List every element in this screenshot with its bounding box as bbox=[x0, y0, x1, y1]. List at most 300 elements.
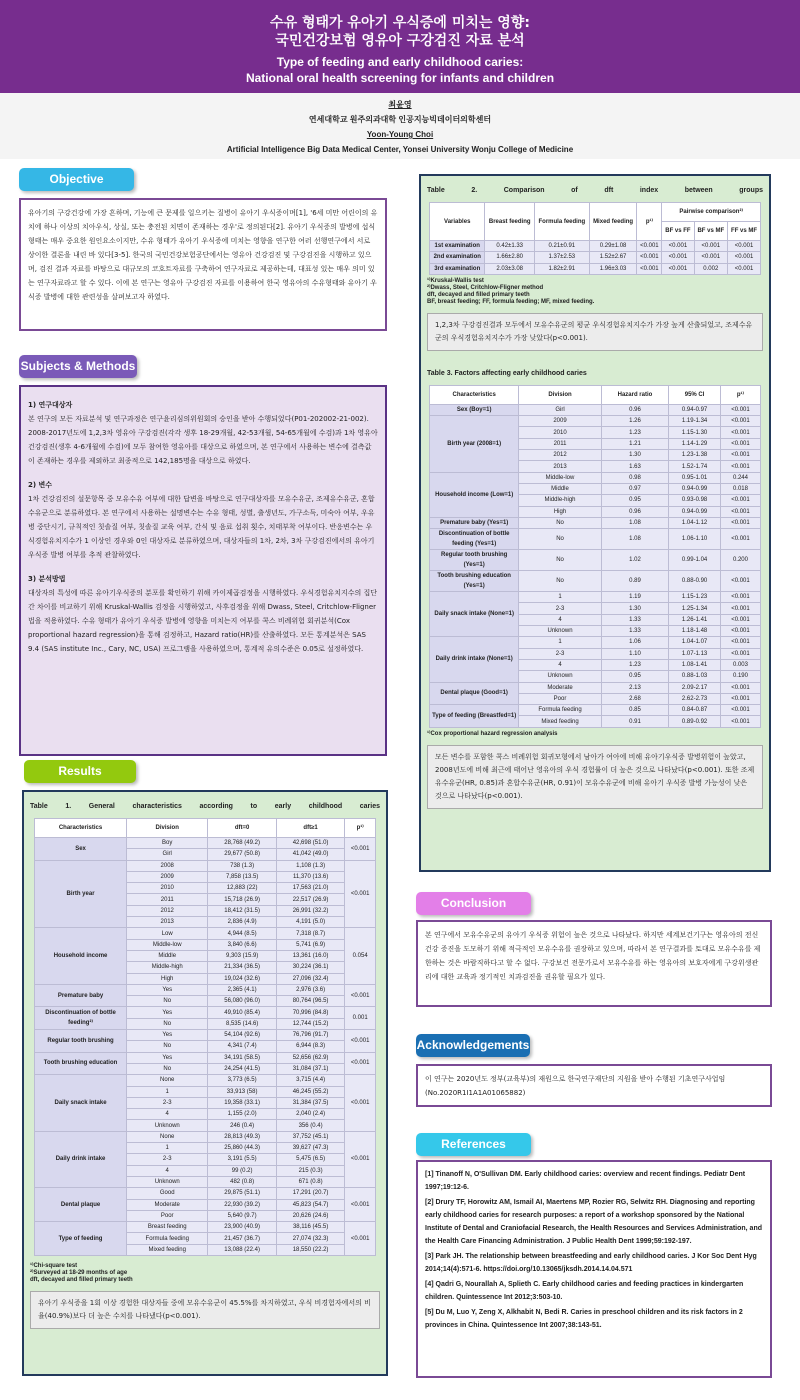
table1-cell: 482 (0.8) bbox=[208, 1176, 276, 1187]
table3-cell: 1.15-1.23 bbox=[669, 592, 721, 603]
table1-cell: 80,764 (96.5) bbox=[276, 996, 344, 1007]
table1-cell: 2,040 (2.4) bbox=[276, 1109, 344, 1120]
table1-cell: 5,475 (6.5) bbox=[276, 1154, 344, 1165]
table1-header-cell: Division bbox=[127, 819, 208, 838]
table-row bbox=[430, 472, 761, 483]
table-row bbox=[430, 571, 761, 592]
table-row bbox=[430, 529, 761, 550]
table1-cell: No bbox=[127, 1063, 208, 1074]
table1-p-value: <0.001 bbox=[345, 1222, 376, 1256]
table1-p-value: 0.054 bbox=[345, 928, 376, 984]
table1-cell: 56,080 (96.0) bbox=[208, 996, 276, 1007]
table1-cell: 2008 bbox=[127, 860, 208, 871]
table1-cell: 7,858 (13.5) bbox=[208, 871, 276, 882]
author-affil-ko: 연세대학교 원주의과대학 인공지능빅데이터의학센터 bbox=[308, 115, 492, 124]
table2-cell: 1.52±2.67 bbox=[589, 252, 637, 263]
table-row bbox=[35, 1222, 376, 1233]
table1-cell: 1 bbox=[127, 1086, 208, 1097]
title-en-2: National oral health screening for infants and children bbox=[245, 71, 555, 85]
table1-caption: Table 1. General characteristics according to early childhood caries bbox=[30, 803, 380, 810]
table3-group-label: Daily snack intake (None=1) bbox=[430, 592, 519, 637]
table1-cell: 45,823 (54.7) bbox=[276, 1199, 344, 1210]
table3-cell: 1.04-1.07 bbox=[669, 637, 721, 648]
table3-cell: 1.23-1.38 bbox=[669, 450, 721, 461]
table-row bbox=[430, 241, 761, 252]
table3-cell: 2009 bbox=[519, 416, 601, 427]
table3-header-cell: Characteristics bbox=[430, 385, 519, 404]
table1-cell: 22,517 (26.9) bbox=[276, 894, 344, 905]
table3-cell: 2.13 bbox=[601, 682, 669, 693]
table-row bbox=[430, 416, 761, 427]
table1-cell: None bbox=[127, 1075, 208, 1086]
table1-cell: 671 (0.8) bbox=[276, 1176, 344, 1187]
table3-cell: <0.001 bbox=[720, 529, 760, 550]
table1-group-label: Dental plaque bbox=[35, 1188, 127, 1222]
table1-cell: 34,191 (58.5) bbox=[208, 1052, 276, 1063]
table3-cell: 0.89 bbox=[601, 571, 669, 592]
conclusion-heading: Conclusion bbox=[416, 892, 531, 915]
table1-cell: 2,836 (4.9) bbox=[208, 917, 276, 928]
table3-header-cell: Hazard ratio bbox=[601, 385, 669, 404]
table1-group-label: Daily drink intake bbox=[35, 1131, 127, 1187]
table-row bbox=[430, 252, 761, 263]
author-name-en: Yoon-Young Choi bbox=[366, 130, 434, 139]
table3-cell: 2013 bbox=[519, 461, 601, 472]
table3-cell: 0.95 bbox=[601, 671, 669, 682]
table2-cell: 3rd examination bbox=[430, 263, 485, 274]
table2-cell: <0.001 bbox=[637, 241, 662, 252]
table-row bbox=[35, 1030, 376, 1041]
table1-cell: 18,412 (31.5) bbox=[208, 905, 276, 916]
table2-cell: 2nd examination bbox=[430, 252, 485, 263]
table1-cell: Good bbox=[127, 1188, 208, 1199]
table3-group-label: Sex (Boy=1) bbox=[430, 404, 519, 415]
table1-group-label: Premature baby bbox=[35, 984, 127, 1007]
table3-cell: 1.19 bbox=[601, 592, 669, 603]
table1-cell: 28,768 (49.2) bbox=[208, 838, 276, 849]
table1-cell: 26,991 (32.2) bbox=[276, 905, 344, 916]
table2-cell: 1.66±2.80 bbox=[485, 252, 534, 263]
table3-cell: 0.88-1.03 bbox=[669, 671, 721, 682]
table3-cell: 0.89-0.92 bbox=[669, 716, 721, 727]
title-en-1: Type of feeding and early childhood caries: bbox=[276, 55, 524, 69]
table3-cell: 0.200 bbox=[720, 550, 760, 571]
table3-cell: <0.001 bbox=[720, 682, 760, 693]
table1-footnotes bbox=[24, 1260, 386, 1287]
table3-cell: <0.001 bbox=[720, 404, 760, 415]
table1-p-value: <0.001 bbox=[345, 860, 376, 928]
table1-group-label: Tooth brushing education bbox=[35, 1052, 127, 1075]
table1-note: 유아기 우식증을 1회 이상 경험한 대상자들 중에 모유수유군이 45.5%를 차지하였고, 우식 비경험자에서의 비율(40.9%)보다 더 높은 수치를 나타냈다(p<0.001). bbox=[30, 1291, 380, 1329]
table1-cell: 5,640 (9.7) bbox=[208, 1210, 276, 1221]
table1-cell: 41,042 (49.0) bbox=[276, 849, 344, 860]
table3-cell: 1.26-1.41 bbox=[669, 614, 721, 625]
table3-cell: <0.001 bbox=[720, 705, 760, 716]
table1-cell: 19,358 (33.1) bbox=[208, 1097, 276, 1108]
methods-s3-text: 대상자의 특성에 따른 유아기우식증의 분포를 확인하기 위해 카이제곱검정을 시행하였다. 우식경험유치지수의 집단간 차이를 비교하기 위해 Kruskal-Wallis 검정을 시행하였고, 사후검정을 위해 Dwass, Steel, Critchlow-Fligner 법을 적용하였다. 수유 형태가 유아기 우식증 발병에 영향을 미치는지 여부를 콕스 비례위험 회귀분석(Cox proportional hazard regression)을 통해 검정하고, Hazard ratio(HR)를 산출하였다. 모든 통계분석은 SAS 9.4 (SAS institute Inc., Cary, NC, USA) 프로그램을 사용하였으며, 통계적 유의수준은 0.05로 설정하였다. bbox=[28, 589, 378, 653]
table3-group-label: Discontinuation of bottle feeding (Yes=1) bbox=[430, 529, 519, 550]
table2-cell: 1.96±3.03 bbox=[589, 263, 637, 274]
table3-group-label: Regular tooth brushing (Yes=1) bbox=[430, 550, 519, 571]
reference-item: [4] Qadri G, Nourallah A, Splieth C. Early childhood caries and feeding practices in kindergarten children. Quintessence Int 2012;3:503-10. bbox=[425, 1281, 744, 1301]
table3-cell: 0.88-0.90 bbox=[669, 571, 721, 592]
table3 bbox=[429, 385, 761, 728]
table1-cell: Unknown bbox=[127, 1176, 208, 1187]
table2-header-cell: Mixed feeding bbox=[589, 203, 637, 241]
table3-cell: No bbox=[519, 550, 601, 571]
table3-group-label: Household income (Low=1) bbox=[430, 472, 519, 517]
table1-cell: 25,860 (44.3) bbox=[208, 1143, 276, 1154]
table1-cell: 2,976 (3.6) bbox=[276, 984, 344, 995]
table1-cell: 18,550 (22.2) bbox=[276, 1244, 344, 1255]
table1-cell: 2013 bbox=[127, 917, 208, 928]
table2-header-cell: Breast feeding bbox=[485, 203, 534, 241]
table1-cell: Low bbox=[127, 928, 208, 939]
table1-cell: Unknown bbox=[127, 1120, 208, 1131]
table1-cell: 20,626 (24.6) bbox=[276, 1210, 344, 1221]
table2-cell: 0.002 bbox=[694, 263, 728, 274]
table3-cell: 2.09-2.17 bbox=[669, 682, 721, 693]
table2-cell: <0.001 bbox=[694, 252, 728, 263]
table3-cell: 4 bbox=[519, 659, 601, 670]
results-heading: Results bbox=[24, 760, 136, 783]
table1-cell: 4,341 (7.4) bbox=[208, 1041, 276, 1052]
table-row bbox=[430, 705, 761, 716]
methods-s1-title: 1) 연구대상자 bbox=[28, 401, 73, 409]
table3-cell: No bbox=[519, 517, 601, 528]
table2-caption: Table 2. Comparison of dft index between groups bbox=[427, 187, 763, 194]
table2-footnotes bbox=[421, 275, 769, 309]
table1-cell: 17,563 (21.0) bbox=[276, 883, 344, 894]
table3-caption: Table 3. Factors affecting early childhood caries bbox=[427, 369, 587, 377]
table3-cell: 0.96 bbox=[601, 404, 669, 415]
table3-cell: 1 bbox=[519, 637, 601, 648]
ack-text: 이 연구는 2020년도 정부(교육부)의 재원으로 한국연구재단의 지원을 받아 수행된 기초연구사업임 (No.2020R1I1A1A01065882) bbox=[425, 1075, 726, 1097]
table3-cell: 2.62-2.73 bbox=[669, 693, 721, 704]
table1-cell: 4,191 (5.0) bbox=[276, 917, 344, 928]
table2-cell: <0.001 bbox=[662, 241, 694, 252]
table3-cell: 0.190 bbox=[720, 671, 760, 682]
author-block bbox=[0, 93, 800, 159]
table3-cell: 0.95 bbox=[601, 495, 669, 506]
table1-cell: 1 bbox=[127, 1143, 208, 1154]
table3-cell: 2-3 bbox=[519, 603, 601, 614]
table3-cell: High bbox=[519, 506, 601, 517]
table1-cell: Mixed feeding bbox=[127, 1244, 208, 1255]
objective-heading: Objective bbox=[19, 168, 134, 191]
table3-cell: 1.19-1.34 bbox=[669, 416, 721, 427]
table2-footnote-line: ¹⁾Kruskal-Wallis test bbox=[427, 277, 484, 284]
table1-group-label: Type of feeding bbox=[35, 1222, 127, 1256]
table3-group-label: Birth year (2008=1) bbox=[430, 416, 519, 472]
table1-cell: 46,245 (55.2) bbox=[276, 1086, 344, 1097]
table3-cell: 1.06 bbox=[601, 637, 669, 648]
tables-2-3-box bbox=[419, 174, 771, 872]
table3-cell: 0.95-1.01 bbox=[669, 472, 721, 483]
table3-header-cell: p¹⁾ bbox=[720, 385, 760, 404]
table2-cell: 1.37±2.53 bbox=[534, 252, 589, 263]
table-row bbox=[430, 550, 761, 571]
table1-cell: 738 (1.3) bbox=[208, 860, 276, 871]
table3-group-label: Daily drink intake (None=1) bbox=[430, 637, 519, 682]
table1-cell: Yes bbox=[127, 1052, 208, 1063]
table1-cell: 3,715 (4.4) bbox=[276, 1075, 344, 1086]
table1-cell: 2,365 (4.1) bbox=[208, 984, 276, 995]
table2-header-cell: BF vs FF bbox=[662, 222, 694, 241]
table1-cell: 31,084 (37.1) bbox=[276, 1063, 344, 1074]
objective-box bbox=[19, 198, 387, 331]
table1-cell: No bbox=[127, 1041, 208, 1052]
table1-cell: 9,303 (15.9) bbox=[208, 950, 276, 961]
table-row bbox=[430, 637, 761, 648]
table3-cell: Poor bbox=[519, 693, 601, 704]
table2-footnote-line: BF, breast feeding; FF, formula feeding; MF, mixed feeding. bbox=[427, 298, 595, 305]
table1-p-value: <0.001 bbox=[345, 1030, 376, 1053]
table1-cell: 2009 bbox=[127, 871, 208, 882]
table2-cell: <0.001 bbox=[728, 263, 761, 274]
table3-cell: 0.97 bbox=[601, 483, 669, 494]
table1-cell: Middle bbox=[127, 950, 208, 961]
table2-cell: 1st examination bbox=[430, 241, 485, 252]
table1-header-cell: dft=0 bbox=[208, 819, 276, 838]
title-ko-1: 수유 형태가 유아기 우식증에 미치는 영향: bbox=[270, 15, 530, 31]
methods-s3-title: 3) 분석방법 bbox=[28, 575, 66, 583]
table3-cell: 0.85 bbox=[601, 705, 669, 716]
table3-cell: Middle-low bbox=[519, 472, 601, 483]
table1 bbox=[34, 818, 376, 1256]
table1-header-cell: p¹⁾ bbox=[345, 819, 376, 838]
table1-group-label: Household income bbox=[35, 928, 127, 984]
table1-cell: 70,996 (84.8) bbox=[276, 1007, 344, 1018]
table2-footnote-line: dft, decayed and filled primary teeth bbox=[427, 291, 530, 298]
table1-group-label: Birth year bbox=[35, 860, 127, 928]
table3-cell: 1.33 bbox=[601, 626, 669, 637]
table3-group-label: Type of feeding (Breastfed=1) bbox=[430, 705, 519, 728]
table1-cell: 21,334 (36.5) bbox=[208, 962, 276, 973]
table3-cell: 2-3 bbox=[519, 648, 601, 659]
table1-cell: No bbox=[127, 996, 208, 1007]
table1-group-label: Discontinuation of bottle feeding²⁾ bbox=[35, 1007, 127, 1030]
ack-box bbox=[416, 1064, 772, 1107]
table3-group-label: Dental plaque (Good=1) bbox=[430, 682, 519, 705]
table2-header-cell: Formula feeding bbox=[534, 203, 589, 241]
table1-group-label: Sex bbox=[35, 838, 127, 861]
table-row bbox=[430, 592, 761, 603]
table3-cell: 0.99-1.04 bbox=[669, 550, 721, 571]
table3-cell: No bbox=[519, 529, 601, 550]
table3-cell: 0.003 bbox=[720, 659, 760, 670]
table3-cell: 0.94-0.97 bbox=[669, 404, 721, 415]
table3-cell: <0.001 bbox=[720, 592, 760, 603]
table1-cell: Yes bbox=[127, 1007, 208, 1018]
table1-cell: Middle-high bbox=[127, 962, 208, 973]
table1-cell: 29,677 (50.8) bbox=[208, 849, 276, 860]
table1-cell: 52,656 (62.9) bbox=[276, 1052, 344, 1063]
table1-cell: 2-3 bbox=[127, 1154, 208, 1165]
table1-p-value: <0.001 bbox=[345, 984, 376, 1007]
table1-footnote-line: dft, decayed and filled primary teeth bbox=[30, 1276, 133, 1283]
table1-cell: 38,116 (45.5) bbox=[276, 1222, 344, 1233]
table3-cell: <0.001 bbox=[720, 450, 760, 461]
table1-cell: 28,813 (49.3) bbox=[208, 1131, 276, 1142]
reference-item: [5] Du M, Luo Y, Zeng X, Alkhabit N, Bedi R. Caries in preschool children and its risk factors in 2 provinces in China. Quintessence Int 2007;38:143-51. bbox=[425, 1309, 743, 1329]
table3-cell: 1.08-1.41 bbox=[669, 659, 721, 670]
table3-cell: 1.08 bbox=[601, 517, 669, 528]
table2 bbox=[429, 202, 761, 275]
table1-cell: Yes bbox=[127, 984, 208, 995]
table2-cell: 0.29±1.08 bbox=[589, 241, 637, 252]
table3-header-cell: 95% CI bbox=[669, 385, 721, 404]
table1-group-label: Daily snack intake bbox=[35, 1075, 127, 1131]
table1-cell: 19,024 (32.6) bbox=[208, 973, 276, 984]
table3-cell: 1.18-1.48 bbox=[669, 626, 721, 637]
table-row bbox=[430, 404, 761, 415]
table2-header-cell: Pairwise comparison²⁾ bbox=[662, 203, 761, 222]
table1-cell: 21,457 (36.7) bbox=[208, 1233, 276, 1244]
table3-cell: 1.23 bbox=[601, 427, 669, 438]
table1-cell: 8,535 (14.6) bbox=[208, 1018, 276, 1029]
table1-cell: 3,840 (6.6) bbox=[208, 939, 276, 950]
table-row bbox=[430, 517, 761, 528]
table-row bbox=[35, 1075, 376, 1086]
table3-cell: <0.001 bbox=[720, 427, 760, 438]
table1-cell: 24,254 (41.5) bbox=[208, 1063, 276, 1074]
table3-cell: <0.001 bbox=[720, 626, 760, 637]
conclusion-box bbox=[416, 920, 772, 1007]
table1-cell: 54,104 (92.6) bbox=[208, 1030, 276, 1041]
table1-cell: 76,796 (91.7) bbox=[276, 1030, 344, 1041]
table1-cell: No bbox=[127, 1018, 208, 1029]
methods-heading: Subjects & Methods bbox=[19, 355, 137, 378]
ack-heading: Acknowledgements bbox=[416, 1034, 530, 1057]
table1-cell: 37,752 (45.1) bbox=[276, 1131, 344, 1142]
table3-cell: <0.001 bbox=[720, 637, 760, 648]
table3-cell: Girl bbox=[519, 404, 601, 415]
table1-cell: 33,913 (58) bbox=[208, 1086, 276, 1097]
table3-cell: 1.30 bbox=[601, 603, 669, 614]
table3-cell: 1.25-1.34 bbox=[669, 603, 721, 614]
table3-group-label: Tooth brushing education (Yes=1) bbox=[430, 571, 519, 592]
table3-cell: 0.244 bbox=[720, 472, 760, 483]
table3-cell: 1 bbox=[519, 592, 601, 603]
table3-cell: 0.91 bbox=[601, 716, 669, 727]
table3-cell: 1.30 bbox=[601, 450, 669, 461]
table2-header-cell: p¹⁾ bbox=[637, 203, 662, 241]
table1-cell: 42,698 (51.0) bbox=[276, 838, 344, 849]
table1-cell: 17,291 (20.7) bbox=[276, 1188, 344, 1199]
table1-cell: 30,224 (36.1) bbox=[276, 962, 344, 973]
objective-text: 유아기의 구강건강에 가장 흔하며, 기능에 큰 문제를 일으키는 질병이 유아기 우식증이며[1], '6세 미만 어린이의 유치에 하나 이상의 치아우식, 상실, 또는 충전된 치면이 존재하는 경우'로 정의된다[2]. 유아기 우식증의 발병에 섭식형태는 매우 중요한 원인요소이지만, 수유 형태가 유아기 우식증에 미치는 영향을 연구한 여러 선행연구에서 서로 상이한 결론을 내린 바 있다[3-5]. 한국의 국민건강보험공단에서는 영유아 건강검진 및 구강검진을 시행하고 있으며, 검진 결과 자료를 바탕으로 대규모의 코호트자료를 구축하여 연구자료로 제공하는데, 대표성 있는 매우 의미 있는 연구자료라고 할 수 있다. 이에 본 연구는 영유아 구강검진 자료를 이용하여 한국 영유아의 수유형태와 유아기 우식증 발병에 대한 관련성을 살펴보고자 하였다. bbox=[28, 209, 378, 301]
table3-cell: 2012 bbox=[519, 450, 601, 461]
table1-p-value: <0.001 bbox=[345, 1075, 376, 1131]
table1-cell: 49,910 (85.4) bbox=[208, 1007, 276, 1018]
table1-cell: 7,318 (8.7) bbox=[276, 928, 344, 939]
table3-cell: 1.52-1.74 bbox=[669, 461, 721, 472]
table3-cell: 2.68 bbox=[601, 693, 669, 704]
table1-cell: 356 (0.4) bbox=[276, 1120, 344, 1131]
table3-cell: 1.07-1.13 bbox=[669, 648, 721, 659]
table3-cell: 1.10 bbox=[601, 648, 669, 659]
table3-cell: <0.001 bbox=[720, 416, 760, 427]
table3-cell: Moderate bbox=[519, 682, 601, 693]
table3-cell: 1.23 bbox=[601, 659, 669, 670]
table1-cell: Boy bbox=[127, 838, 208, 849]
table2-cell: 0.42±1.33 bbox=[485, 241, 534, 252]
table1-cell: Yes bbox=[127, 1030, 208, 1041]
table3-cell: 0.93-0.98 bbox=[669, 495, 721, 506]
table3-cell: 1.63 bbox=[601, 461, 669, 472]
table3-cell: 0.84-0.87 bbox=[669, 705, 721, 716]
table-row bbox=[35, 1188, 376, 1199]
table2-cell: 2.03±3.08 bbox=[485, 263, 534, 274]
table3-cell: <0.001 bbox=[720, 603, 760, 614]
conclusion-text: 본 연구에서 모유수유군의 유아기 우식증 위험이 높은 것으로 나타났다. 하지만 세계보건기구는 영유아의 전신건강 증진을 도모하기 위해 적극적인 모유수유를 권장하고 있으며, 따라서 본 연구결과를 토대로 모유수유를 제한하는 것은 바람직하다고 할 수 없다. 구강보건 전문가로서 모유수유를 하는 영유아의 보호자에게 구강위생관리에 대한 교육과 정기적인 치과검진을 권유할 필요가 있다. bbox=[425, 931, 761, 981]
header bbox=[0, 0, 800, 93]
table3-cell: Unknown bbox=[519, 671, 601, 682]
table3-cell: Middle-high bbox=[519, 495, 601, 506]
table3-cell: 4 bbox=[519, 614, 601, 625]
table3-note: 모든 변수를 포함한 콕스 비례위험 회귀모형에서 남아가 여아에 비해 유아기우식증 발병위험이 높았고, 2008년도에 비해 최근에 태어난 영유아의 우식 경험률이 더 높은 것으로 나타났다(p<0.001). 또한 조제유수유군(HR, 0.85)과 혼합수유군(HR, 0.91)이 모유수유군에 비해 유아기 우식증 발병 가능성이 낮은 것으로 나타났다(p<0.001). bbox=[427, 745, 763, 809]
table1-cell: 29,875 (51.1) bbox=[208, 1188, 276, 1199]
table1-cell: 246 (0.4) bbox=[208, 1120, 276, 1131]
table1-cell: 2012 bbox=[127, 905, 208, 916]
table1-cell: 2011 bbox=[127, 894, 208, 905]
table1-cell: 27,074 (32.3) bbox=[276, 1233, 344, 1244]
table1-cell: Poor bbox=[127, 1210, 208, 1221]
table2-cell: <0.001 bbox=[728, 252, 761, 263]
methods-s1-text: 본 연구의 모든 자료분석 및 연구과정은 연구윤리심의위원회의 승인을 받아 수행되었다(P01-202002-21-002). 2008-2017년도에 1,2,3차 영유아 구강검진(각각 생후 18-29개월, 42-53개월, 54-65개월에 수검)과 1차 영유아 건강검진(생후 4-6개월에 수검)에 모두 참여한 영유아를 대상으로 하였으며, 본 연구에서 사용하는 변수에 결측값이 존재하는 경우를 제외하고 최종적으로 142,185명을 대상으로 하였다. bbox=[28, 415, 378, 465]
references-heading: References bbox=[416, 1133, 531, 1156]
table1-p-value: <0.001 bbox=[345, 1188, 376, 1222]
table1-cell: 4 bbox=[127, 1165, 208, 1176]
table1-p-value: <0.001 bbox=[345, 1052, 376, 1075]
table2-cell: 1.82±2.91 bbox=[534, 263, 589, 274]
table3-cell: Formula feeding bbox=[519, 705, 601, 716]
table1-cell: 4 bbox=[127, 1109, 208, 1120]
table3-cell: 1.06-1.10 bbox=[669, 529, 721, 550]
table3-cell: <0.001 bbox=[720, 571, 760, 592]
title-ko-2: 국민건강보험 영유아 구강검진 자료 분석 bbox=[275, 33, 525, 49]
table3-cell: 1.04-1.12 bbox=[669, 517, 721, 528]
table3-cell: 0.98 bbox=[601, 472, 669, 483]
table1-p-value: <0.001 bbox=[345, 1131, 376, 1187]
table1-cell: Girl bbox=[127, 849, 208, 860]
table-row bbox=[430, 203, 761, 222]
table2-note: 1,2,3차 구강검진결과 모두에서 모유수유군의 평균 우식경험유치지수가 가장 높게 산출되었고, 조제수유군의 우식경험유치지수가 가장 낮았다(p<0.001). bbox=[427, 313, 763, 351]
table-row bbox=[35, 860, 376, 871]
table-row bbox=[35, 928, 376, 939]
table-row bbox=[35, 1007, 376, 1018]
table3-cell: <0.001 bbox=[720, 461, 760, 472]
table1-cell: 5,741 (6.9) bbox=[276, 939, 344, 950]
table1-cell: 1,108 (1.3) bbox=[276, 860, 344, 871]
table1-cell: 4,944 (8.5) bbox=[208, 928, 276, 939]
table3-cell: 0.94-0.99 bbox=[669, 506, 721, 517]
table1-p-value: <0.001 bbox=[345, 838, 376, 861]
table1-cell: 2-3 bbox=[127, 1097, 208, 1108]
methods-box bbox=[19, 385, 387, 756]
table1-cell: High bbox=[127, 973, 208, 984]
table3-cell: 1.21 bbox=[601, 438, 669, 449]
table1-cell: 3,773 (6.5) bbox=[208, 1075, 276, 1086]
table1-footnote-line: ¹⁾Chi-square test bbox=[30, 1262, 78, 1269]
table3-cell: <0.001 bbox=[720, 517, 760, 528]
table2-cell: <0.001 bbox=[662, 252, 694, 263]
table1-box bbox=[22, 790, 388, 1376]
table2-header-cell: FF vs MF bbox=[728, 222, 761, 241]
table2-cell: <0.001 bbox=[694, 241, 728, 252]
table1-cell: Moderate bbox=[127, 1199, 208, 1210]
